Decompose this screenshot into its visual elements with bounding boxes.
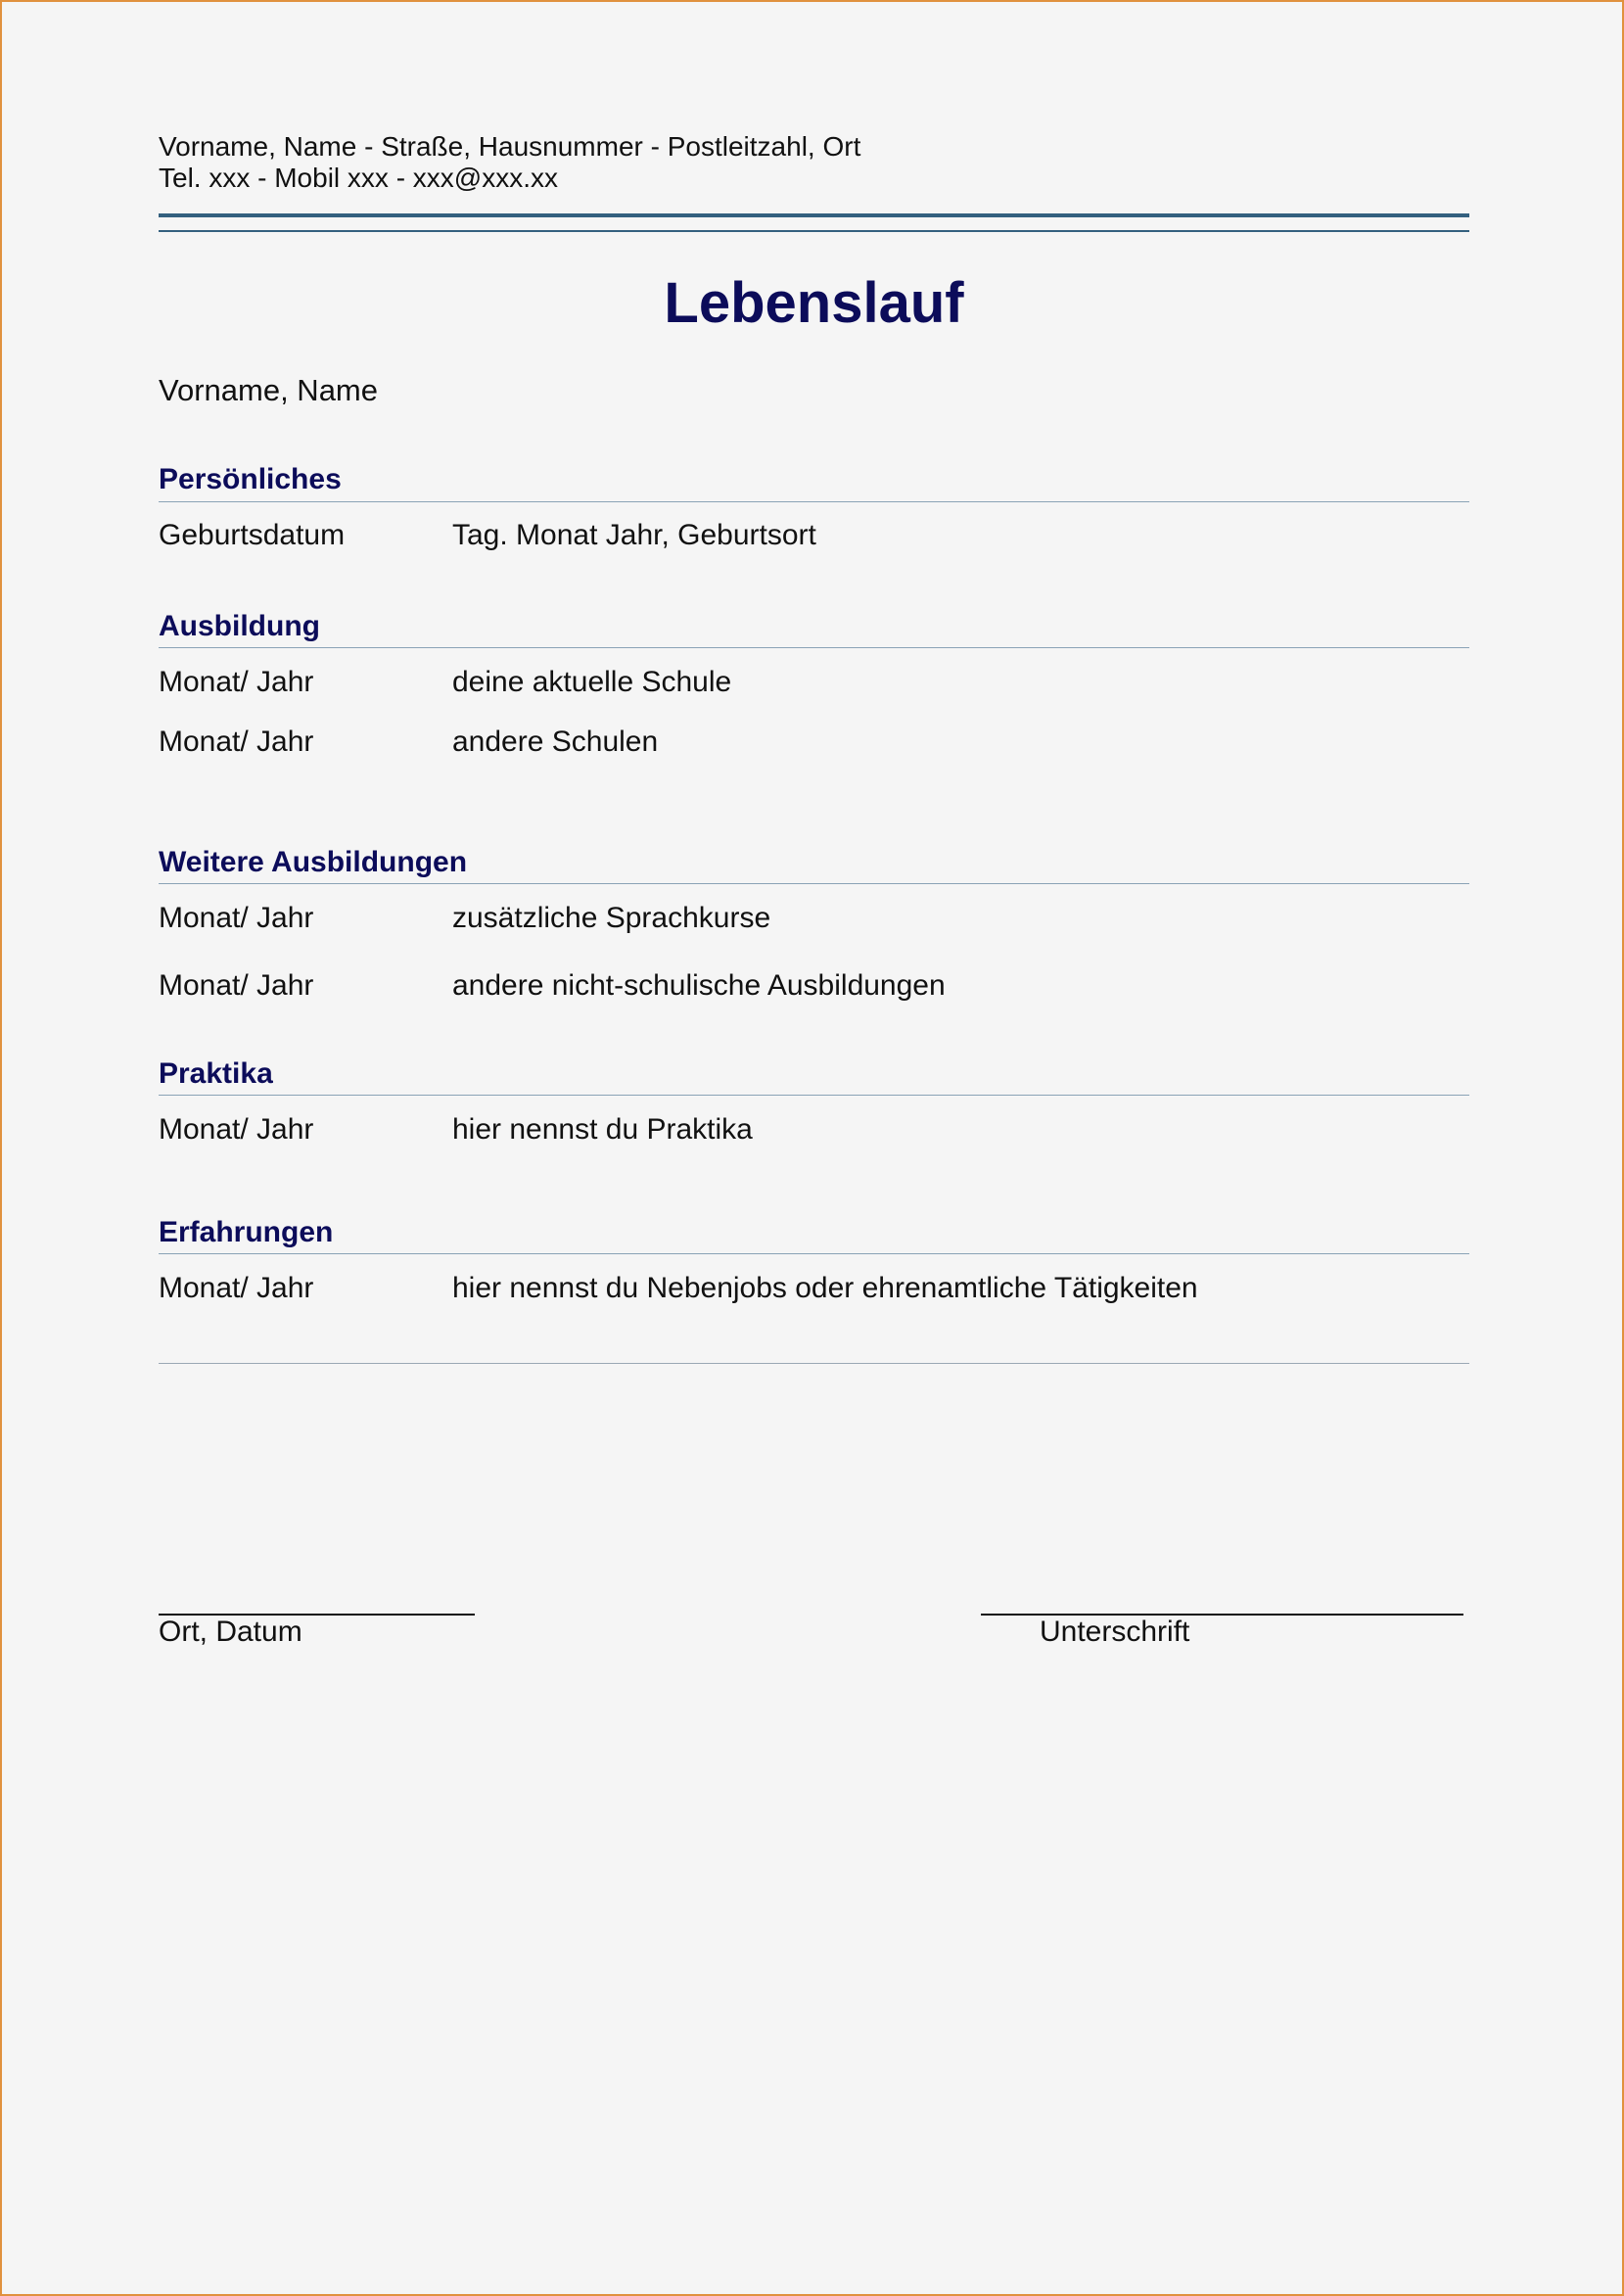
name-line: Vorname, Name — [159, 373, 378, 407]
section-rule — [159, 1095, 1469, 1096]
section-rule — [159, 1253, 1469, 1254]
row-label: Monat/ Jahr — [159, 902, 314, 934]
row-value: hier nennst du Nebenjobs oder ehrenamtliche Tätigkeiten — [452, 1272, 1198, 1304]
row-label: Monat/ Jahr — [159, 1272, 314, 1304]
row-label: Monat/ Jahr — [159, 969, 314, 1002]
header-rule-thin — [159, 230, 1469, 232]
signature-label: Unterschrift — [1040, 1616, 1190, 1648]
row-value: hier nennst du Praktika — [452, 1113, 753, 1146]
header-contact: Tel. xxx - Mobil xxx - xxx@xxx.xx — [159, 163, 559, 193]
header-rule-thick — [159, 213, 1469, 217]
row-label: Monat/ Jahr — [159, 666, 314, 698]
section-heading-weitere-ausbildungen: Weitere Ausbildungen — [159, 846, 468, 878]
row-label: Monat/ Jahr — [159, 1113, 314, 1146]
section-heading-ausbildung: Ausbildung — [159, 610, 320, 642]
section-heading-erfahrungen: Erfahrungen — [159, 1216, 334, 1248]
row-label: Geburtsdatum — [159, 519, 346, 551]
row-value: andere nicht-schulische Ausbildungen — [452, 969, 946, 1002]
row-value: deine aktuelle Schule — [452, 666, 732, 698]
section-heading-persoenliches: Persönliches — [159, 463, 342, 495]
row-value: zusätzliche Sprachkurse — [452, 902, 771, 934]
place-date-label: Ort, Datum — [159, 1616, 302, 1648]
row-value: Tag. Monat Jahr, Geburtsort — [452, 519, 816, 551]
row-label: Monat/ Jahr — [159, 726, 314, 758]
header-address: Vorname, Name - Straße, Hausnummer - Postleitzahl, Ort — [159, 131, 861, 162]
closing-rule — [159, 1363, 1469, 1364]
section-heading-praktika: Praktika — [159, 1057, 273, 1090]
section-rule — [159, 883, 1469, 884]
section-rule — [159, 647, 1469, 648]
row-value: andere Schulen — [452, 726, 659, 758]
page-title: Lebenslauf — [664, 271, 964, 335]
section-rule — [159, 501, 1469, 502]
